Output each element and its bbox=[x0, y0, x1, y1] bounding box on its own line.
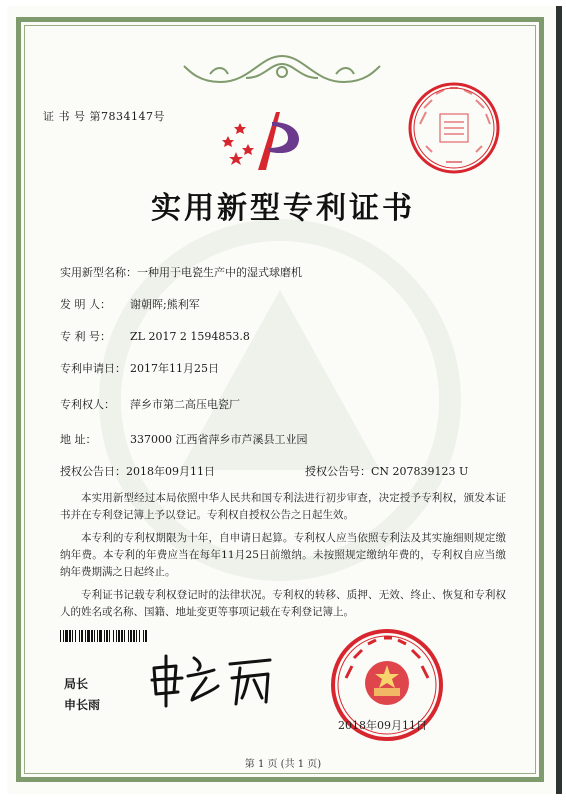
statement-paragraph: 本专利的专利权期限为十年，自申请日起算。专利权人应当依照专利法及其实施细则规定缴纳年费。本专利的年费应当在每年11月25日前缴纳。未按照规定缴纳年费的，专利权自应当缴纳年费期满之日起终止。 bbox=[60, 532, 506, 578]
field-label: 专利权人： bbox=[60, 398, 115, 411]
signatory-title: 局长 bbox=[64, 677, 89, 691]
field-label: 发 明 人： bbox=[60, 298, 111, 311]
field-label: 授权公告号： bbox=[305, 465, 371, 478]
signatory-name: 申长雨 bbox=[64, 698, 101, 712]
statement-paragraph: 专利证书记载专利权登记时的法律状况。专利权的转移、质押、无效、终止、恢复和专利权人的姓名或名称、国籍、地址变更等事项记载在专利登记簿上。 bbox=[60, 589, 506, 618]
page-edge bbox=[556, 6, 562, 794]
field-label: 实用新型名称： bbox=[60, 266, 137, 279]
field-label: 授权公告日： bbox=[60, 465, 126, 478]
statement-paragraph: 本实用新型经过本局依照中华人民共和国专利法进行初步审查，决定授予专利权，颁发本证书并在专利登记簿上予以登记。专利权自授权公告之日起生效。 bbox=[60, 492, 506, 521]
field-value: 谢朝晖;熊利军 bbox=[130, 298, 200, 311]
document-title: 实用新型专利证书 bbox=[151, 191, 415, 226]
field-value: 2018年09月11日 bbox=[126, 465, 215, 478]
field-patentee bbox=[60, 396, 240, 412]
field-grant-number bbox=[305, 463, 468, 479]
field-value: CN 207839123 U bbox=[371, 465, 469, 478]
field-value: 一种用于电瓷生产中的湿式球磨机 bbox=[137, 266, 302, 279]
field-application-date bbox=[60, 360, 219, 376]
top-ornament-icon bbox=[180, 52, 385, 90]
field-patent-number bbox=[60, 328, 250, 344]
field-label: 专利申请日： bbox=[60, 362, 126, 375]
field-label: 专 利 号： bbox=[60, 330, 111, 343]
printing-seal-icon bbox=[406, 80, 502, 176]
field-value: 337000 江西省萍乡市芦溪县工业园 bbox=[130, 433, 308, 446]
field-utility-model-name bbox=[60, 264, 302, 280]
field-value: ZL 2017 2 1594853.8 bbox=[130, 330, 250, 343]
field-inventor bbox=[60, 296, 200, 312]
certificate-statement bbox=[60, 490, 506, 627]
barcode-icon bbox=[60, 630, 230, 642]
field-value: 萍乡市第二高压电瓷厂 bbox=[130, 398, 240, 411]
field-value: 2017年11月25日 bbox=[130, 362, 219, 375]
page-footer: 第 1 页 (共 1 页) bbox=[244, 759, 322, 770]
certificate-number: 证 书 号 第7834147号 bbox=[43, 110, 165, 123]
field-address bbox=[60, 431, 308, 447]
cnipa-logo-icon bbox=[222, 108, 308, 174]
field-label: 地 址： bbox=[60, 433, 97, 446]
field-grant-date bbox=[60, 463, 215, 479]
seal-date: 2018年09月11日 bbox=[338, 719, 427, 732]
signature-icon bbox=[148, 648, 278, 710]
